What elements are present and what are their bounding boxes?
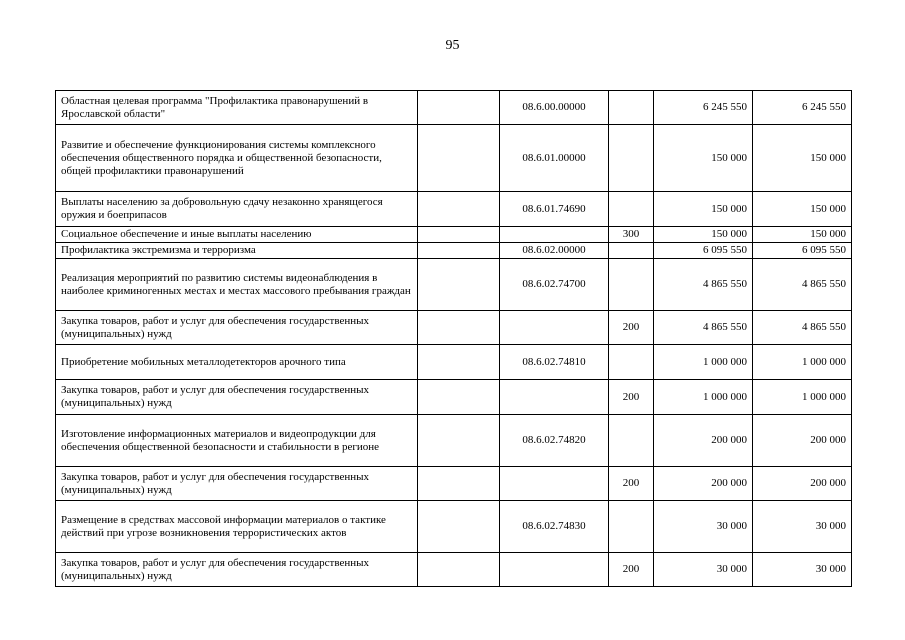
row-type-cell [609, 243, 654, 259]
row-sum1-cell: 4 865 550 [654, 259, 753, 311]
row-code-cell: 08.6.02.74820 [500, 415, 609, 467]
row-type-cell [609, 192, 654, 227]
row-sum1-cell: 30 000 [654, 501, 753, 553]
row-name-cell: Реализация мероприятий по развитию системы видеонаблюдения в наиболее криминогенных местах и местах массового пребывания граждан [56, 259, 418, 311]
row-name-cell: Развитие и обеспечение функционирования системы комплексного обеспечения общественного порядка и общественной безопасности, общей профилактики правонарушений [56, 125, 418, 192]
row-sum2-cell: 150 000 [753, 192, 852, 227]
table-row [56, 125, 852, 192]
row-empty-cell [418, 380, 500, 415]
row-name-cell: Закупка товаров, работ и услуг для обеспечения государственных (муниципальных) нужд [56, 467, 418, 501]
row-type-cell [609, 91, 654, 125]
row-sum2-cell: 6 095 550 [753, 243, 852, 259]
row-code-cell: 08.6.00.00000 [500, 91, 609, 125]
table-row [56, 345, 852, 380]
table-row [56, 553, 852, 587]
row-sum1-cell: 30 000 [654, 553, 753, 587]
row-sum2-cell: 4 865 550 [753, 311, 852, 345]
row-code-cell: 08.6.01.00000 [500, 125, 609, 192]
row-code-cell [500, 227, 609, 243]
row-type-cell [609, 259, 654, 311]
row-name-cell: Областная целевая программа "Профилактика правонарушений в Ярославской области" [56, 91, 418, 125]
row-code-cell: 08.6.01.74690 [500, 192, 609, 227]
row-sum1-cell: 150 000 [654, 227, 753, 243]
row-code-cell: 08.6.02.00000 [500, 243, 609, 259]
row-sum2-cell: 150 000 [753, 125, 852, 192]
row-sum2-cell: 150 000 [753, 227, 852, 243]
row-empty-cell [418, 243, 500, 259]
row-name-cell: Выплаты населению за добровольную сдачу незаконно хранящегося оружия и боеприпасов [56, 192, 418, 227]
row-name-cell: Приобретение мобильных металлодетекторов арочного типа [56, 345, 418, 380]
row-empty-cell [418, 311, 500, 345]
row-type-cell: 200 [609, 380, 654, 415]
row-sum2-cell: 4 865 550 [753, 259, 852, 311]
row-sum2-cell: 200 000 [753, 415, 852, 467]
row-type-cell: 200 [609, 553, 654, 587]
row-name-cell: Закупка товаров, работ и услуг для обеспечения государственных (муниципальных) нужд [56, 380, 418, 415]
row-type-cell [609, 501, 654, 553]
row-name-cell: Закупка товаров, работ и услуг для обеспечения государственных (муниципальных) нужд [56, 311, 418, 345]
row-sum1-cell: 200 000 [654, 467, 753, 501]
row-sum2-cell: 30 000 [753, 501, 852, 553]
row-empty-cell [418, 227, 500, 243]
row-sum1-cell: 1 000 000 [654, 345, 753, 380]
table-row [56, 91, 852, 125]
row-code-cell: 08.6.02.74700 [500, 259, 609, 311]
row-empty-cell [418, 415, 500, 467]
row-sum2-cell: 30 000 [753, 553, 852, 587]
row-sum1-cell: 1 000 000 [654, 380, 753, 415]
row-sum1-cell: 200 000 [654, 415, 753, 467]
row-sum2-cell: 1 000 000 [753, 345, 852, 380]
table-row [56, 311, 852, 345]
row-type-cell [609, 415, 654, 467]
row-sum1-cell: 150 000 [654, 192, 753, 227]
table-row [56, 380, 852, 415]
row-type-cell: 200 [609, 311, 654, 345]
table-row [56, 243, 852, 259]
table-row [56, 259, 852, 311]
table-row [56, 415, 852, 467]
row-empty-cell [418, 553, 500, 587]
row-type-cell [609, 125, 654, 192]
row-sum2-cell: 1 000 000 [753, 380, 852, 415]
row-code-cell [500, 380, 609, 415]
row-empty-cell [418, 259, 500, 311]
row-sum2-cell: 6 245 550 [753, 91, 852, 125]
row-sum1-cell: 6 245 550 [654, 91, 753, 125]
row-code-cell [500, 311, 609, 345]
row-code-cell [500, 467, 609, 501]
row-empty-cell [418, 467, 500, 501]
table-row [56, 192, 852, 227]
page-number: 95 [445, 38, 460, 53]
table-row [56, 467, 852, 501]
row-name-cell: Размещение в средствах массовой информации материалов о тактике действий при угрозе возникновения террористических актов [56, 501, 418, 553]
row-sum1-cell: 6 095 550 [654, 243, 753, 259]
row-name-cell: Изготовление информационных материалов и видеопродукции для обеспечения общественной безопасности и стабильности в регионе [56, 415, 418, 467]
row-empty-cell [418, 345, 500, 380]
row-empty-cell [418, 125, 500, 192]
row-type-cell [609, 345, 654, 380]
row-name-cell: Социальное обеспечение и иные выплаты населению [56, 227, 418, 243]
budget-table [55, 90, 852, 587]
table-row [56, 227, 852, 243]
row-sum1-cell: 4 865 550 [654, 311, 753, 345]
row-code-cell [500, 553, 609, 587]
row-name-cell: Профилактика экстремизма и терроризма [56, 243, 418, 259]
row-empty-cell [418, 501, 500, 553]
row-empty-cell [418, 91, 500, 125]
row-type-cell: 300 [609, 227, 654, 243]
row-type-cell: 200 [609, 467, 654, 501]
row-code-cell: 08.6.02.74810 [500, 345, 609, 380]
row-sum1-cell: 150 000 [654, 125, 753, 192]
row-name-cell: Закупка товаров, работ и услуг для обеспечения государственных (муниципальных) нужд [56, 553, 418, 587]
row-code-cell: 08.6.02.74830 [500, 501, 609, 553]
row-empty-cell [418, 192, 500, 227]
row-sum2-cell: 200 000 [753, 467, 852, 501]
table-row [56, 501, 852, 553]
